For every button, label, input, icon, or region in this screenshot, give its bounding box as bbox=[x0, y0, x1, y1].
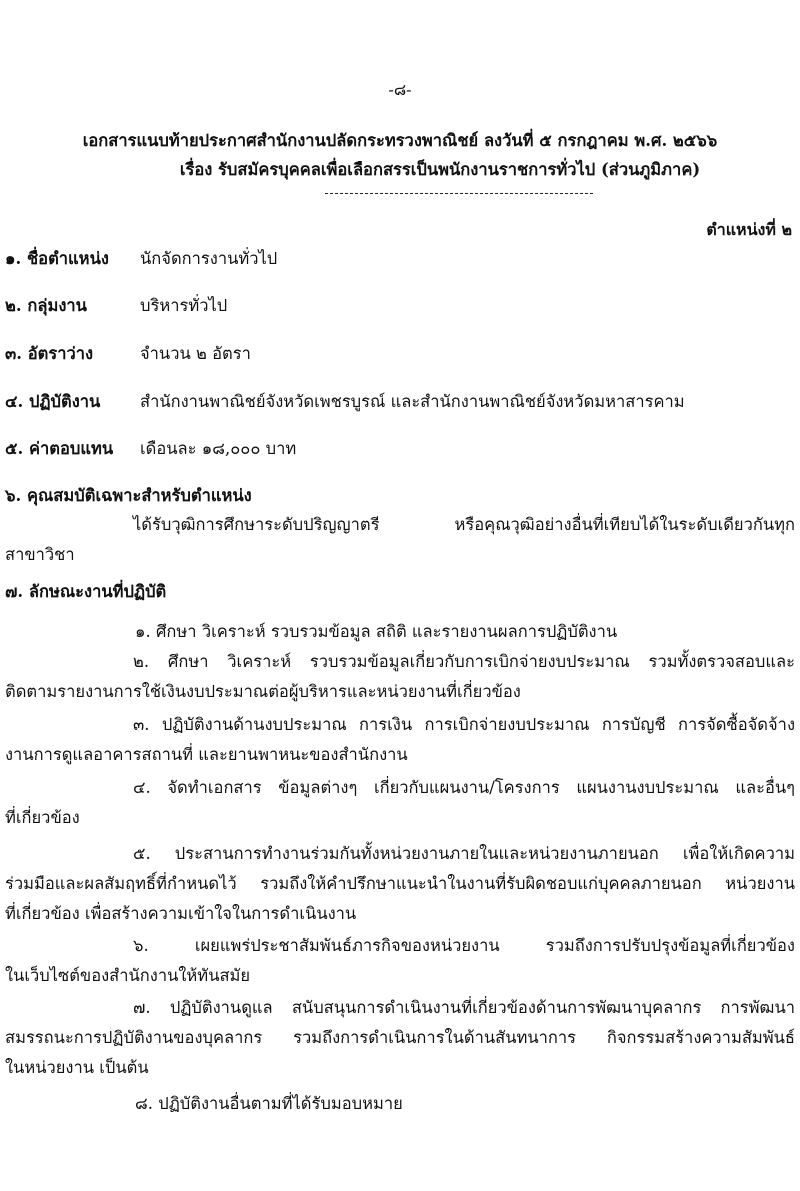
field-value: บริหารทั่วไป bbox=[140, 296, 228, 315]
duty-line: ๓. ปฏิบัติงานด้านงบประมาณ การเงิน การเบิกจ่ายงบประมาณ การบัญชี การจัดซื้อจัดจ้าง bbox=[133, 715, 795, 734]
document-header-line-1: เอกสารแนบท้ายประกาศสำนักงานปลัดกระทรวงพาณิชย์ ลงวันที่ ๕ กรกฎาคม พ.ศ. ๒๕๖๖ bbox=[82, 131, 718, 150]
duty-line: ที่เกี่ยวข้อง bbox=[5, 808, 80, 827]
duty-item-3 bbox=[5, 710, 795, 770]
duty-item-5 bbox=[5, 839, 795, 929]
duty-line: ในเว็บไซต์ของสำนักงานให้ทันสมัย bbox=[5, 966, 251, 985]
page-number: -๘- bbox=[388, 80, 412, 99]
field-position-name bbox=[5, 246, 277, 272]
qualifications-line: สาขาวิชา bbox=[5, 545, 75, 564]
field-value: นักจัดการงานทั่วไป bbox=[140, 249, 278, 268]
duty-item-6 bbox=[5, 931, 795, 991]
qualifications-line: ได้รับวุฒิการศึกษาระดับปริญญาตรี หรือคุณวุฒิอย่างอื่นที่เทียบได้ในระดับเดียวกันทุก bbox=[133, 515, 795, 534]
field-label: ๒. กลุ่มงาน bbox=[5, 296, 87, 315]
duty-line: ที่เกี่ยวข้อง เพื่อสร้างความเข้าใจในการดำเนินงาน bbox=[5, 904, 357, 923]
duty-item-7 bbox=[5, 993, 795, 1083]
duty-item-8: ๘. ปฏิบัติงานอื่นตามที่ได้รับมอบหมาย bbox=[135, 1094, 403, 1113]
field-value: สำนักงานพาณิชย์จังหวัดเพชรบูรณ์ และสำนักงานพาณิชย์จังหวัดมหาสารคาม bbox=[140, 392, 685, 411]
duty-line: ในหน่วยงาน เป็นต้น bbox=[5, 1058, 149, 1077]
duty-line: งานการดูแลอาคารสถานที่ และยานพาหนะของสำนักงาน bbox=[5, 745, 408, 764]
duty-line: ร่วมมือและผลสัมฤทธิ์ที่กำหนดไว้ รวมถึงให้คำปรึกษาแนะนำในงานที่รับผิดชอบแก่บุคคลภายนอก หน่วยงาน bbox=[5, 874, 795, 893]
document-header-line-2: เรื่อง รับสมัครบุคคลเพื่อเลือกสรรเป็นพนักงานราชการทั่วไป (ส่วนภูมิภาค) bbox=[179, 160, 701, 179]
field-label: ๔. ปฏิบัติงาน bbox=[5, 392, 101, 411]
duty-item-4 bbox=[5, 773, 795, 833]
field-work-group bbox=[5, 293, 227, 319]
duty-line: ติดตามรายงานการใช้เงินงบประมาณต่อผู้บริหารและหน่วยงานที่เกี่ยวข้อง bbox=[5, 682, 521, 701]
field-vacancy bbox=[5, 341, 251, 367]
duty-line: ๗. ปฏิบัติงานดูแล สนับสนุนการดำเนินงานที่เกี่ยวข้องด้านการพัฒนาบุคลากร การพัฒนา bbox=[133, 998, 795, 1017]
qualifications-paragraph bbox=[5, 510, 795, 570]
field-value: เดือนละ ๑๘,๐๐๐ บาท bbox=[140, 439, 297, 458]
field-compensation bbox=[5, 436, 296, 462]
duty-line: ๕. ประสานการทำงานร่วมกันทั้งหน่วยงานภายในและหน่วยงานภายนอก เพื่อให้เกิดความ bbox=[133, 844, 795, 863]
header-divider bbox=[325, 193, 593, 194]
duty-line: ๒. ศึกษา วิเคราะห์ รวบรวมข้อมูลเกี่ยวกับการเบิกจ่ายงบประมาณ รวมทั้งตรวจสอบและ bbox=[133, 652, 795, 671]
duty-line: ๖. เผยแพร่ประชาสัมพันธ์ภารกิจของหน่วยงาน รวมถึงการปรับปรุงข้อมูลที่เกี่ยวข้อง bbox=[133, 936, 795, 955]
field-label: ๑. ชื่อตำแหน่ง bbox=[5, 249, 109, 268]
field-workplace bbox=[5, 389, 685, 415]
duties-heading: ๗. ลักษณะงานที่ปฏิบัติ bbox=[5, 582, 167, 601]
field-value: จำนวน ๒ อัตรา bbox=[140, 344, 251, 363]
duty-item-2 bbox=[5, 647, 795, 707]
duty-line: ๔. จัดทำเอกสาร ข้อมูลต่างๆ เกี่ยวกับแผนงาน/โครงการ แผนงานงบประมาณ และอื่นๆ bbox=[133, 778, 795, 797]
duty-item-1: ๑. ศึกษา วิเคราะห์ รวบรวมข้อมูล สถิติ และรายงานผลการปฏิบัติงาน bbox=[135, 622, 618, 641]
field-label: ๓. อัตราว่าง bbox=[5, 344, 94, 363]
qualifications-heading: ๖. คุณสมบัติเฉพาะสำหรับตำแหน่ง bbox=[5, 486, 252, 505]
position-number: ตำแหน่งที่ ๒ bbox=[706, 220, 792, 239]
field-label: ๕. ค่าตอบแทน bbox=[5, 439, 114, 458]
duty-line: สมรรถนะการปฏิบัติงานของบุคลากร รวมถึงการดำเนินการในด้านสันทนาการ กิจกรรมสร้างความสัมพันธ์ bbox=[5, 1028, 795, 1047]
